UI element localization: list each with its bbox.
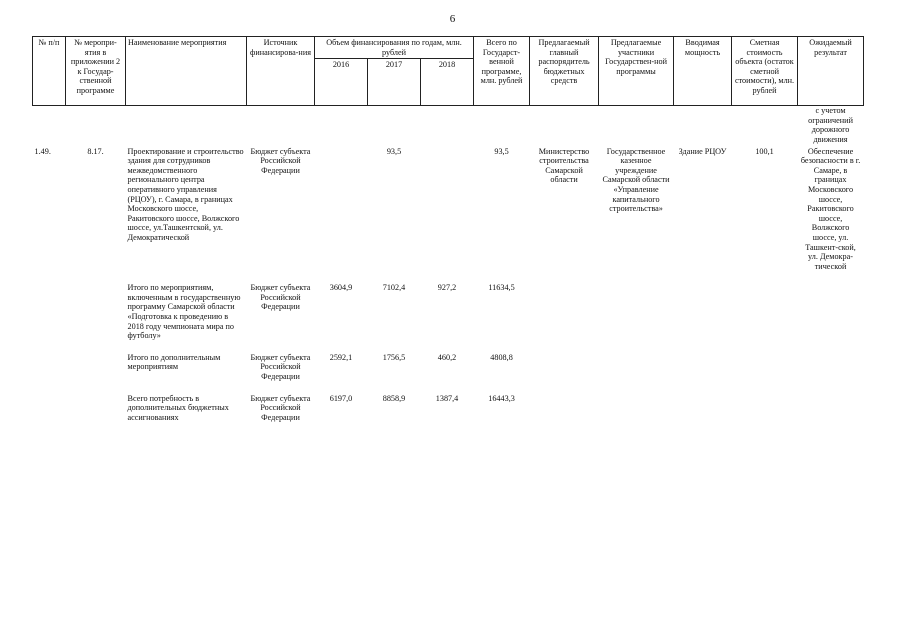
cell-event-number [66,352,126,383]
cell-estimated-cost [732,282,798,342]
funding-table-container [32,36,863,423]
header-budget-manager: Предлагаемый главный распорядитель бюджетных средств [530,37,599,106]
cell-2018: 927,2 [437,283,457,293]
cell-estimated-cost: 100,1 [755,146,774,156]
cell-number: 1.49. [34,146,51,156]
cell-estimated-cost [732,393,798,424]
table-row [33,393,864,424]
cell-participants [599,393,674,424]
cell-capacity: Здание РЦОУ [678,146,727,156]
header-year-2017: 2017 [368,59,421,106]
cell-participants [599,352,674,383]
table-header [33,37,864,106]
cell-2016: 6197,0 [329,393,353,403]
cell-total: 11634,5 [488,283,515,293]
table-row [33,352,864,383]
cell-2018: 1387,4 [435,393,459,403]
cell-2018: 460,2 [437,352,457,362]
header-event-name: Наименование мероприятия [126,37,247,106]
cell-expected-result [798,282,864,342]
header-funding-source: Источник финансирова-ния [247,37,315,106]
cell-event-name: Проектирование и строительство здания для сотрудников межведомственного регионального центра оперативного управления (РЦОУ), г. Самара, в границах Московского шоссе, Ракитовского шоссе, Волжского шоссе, ул.Ташкентской, ул. Демократической [127,146,244,242]
cell-expected-result [798,393,864,424]
table-row [33,282,864,342]
cell-2017: 7102,4 [382,283,406,293]
cell-total: 93,5 [494,146,509,156]
cell-2018 [421,146,474,273]
cell-2017: 1756,5 [382,352,406,362]
cell-funding-source: Бюджет субъекта Российской Федерации [250,352,311,382]
cell-number [33,352,66,383]
row-gap [33,342,864,352]
cell-event-name: Всего потребность в дополнительных бюджетных ассигнованиях [127,393,229,422]
header-total: Всего по Государст-венной программе, млн. рублей [474,37,530,106]
cell-budget-manager [530,282,599,342]
cell-funding-source: Бюджет субъекта Российской Федерации [250,393,311,422]
cell-2017: 8858,9 [382,393,406,403]
cell-participants [599,282,674,342]
cell-estimated-cost [732,352,798,383]
continuation-text: с учетом ограничений дорожного движения [808,106,853,144]
cell-capacity [674,352,732,383]
cell-total: 4808,8 [490,352,513,362]
cell-funding-source: Бюджет субъекта Российской Федерации [250,283,311,312]
header-year-2016: 2016 [315,59,368,106]
cell-participants: Государственное казенное учреждение Самарской области «Управление капитального строительства» [602,146,670,214]
cell-2017: 93,5 [386,146,402,156]
header-funding-by-year: Объем финансирования по годам, млн. рублей [315,37,474,59]
cell-2016 [315,146,368,273]
row-gap [33,383,864,393]
cell-event-name: Итого по дополнительным мероприятиям [127,352,221,372]
cell-funding-source: Бюджет субъекта Российской Федерации [250,146,311,175]
cell-2016: 2592,1 [329,352,353,362]
row-gap [33,272,864,282]
page-number: 6 [449,13,456,25]
cell-expected-result [798,352,864,383]
header-estimated-cost: Сметная стоимость объекта (остаток сметной стоимости), млн. рублей [732,37,798,106]
cell-budget-manager [530,352,599,383]
table-row [33,146,864,273]
cell-capacity [674,282,732,342]
header-capacity: Вводимая мощность [674,37,732,106]
continuation-row [33,106,864,146]
cell-event-number [66,282,126,342]
header-year-2018: 2018 [421,59,474,106]
cell-event-number [66,393,126,424]
header-expected-result: Ожидаемый результат [798,37,864,106]
header-event-number: № меропри-ятия в приложении 2 к Государ-ственной программе [66,37,126,106]
cell-2016: 3604,9 [329,283,353,293]
header-participants: Предлагаемые участники Государствен-ной программы [599,37,674,106]
table-body [33,106,864,424]
cell-total: 16443,3 [488,393,515,403]
cell-capacity [674,393,732,424]
header-number: № п/п [33,37,66,106]
cell-event-name: Итого по мероприятиям, включенным в государственную программу Самарской области «Подготовка к проведению в 2018 году чемпионата мира по футболу» [127,283,241,341]
cell-event-number: 8.17. [87,146,104,156]
funding-table [32,36,864,423]
cell-budget-manager [530,393,599,424]
cell-number [33,282,66,342]
cell-number [33,393,66,424]
cell-budget-manager: Министерство строительства Самарской области [538,146,590,185]
cell-expected-result: Обеспечение безопасности в г. Самаре, в границах Московского шоссе, Ракитовского шоссе, Волжского шоссе, ул. Ташкент-ской, ул. Демокра-тической [800,146,861,271]
